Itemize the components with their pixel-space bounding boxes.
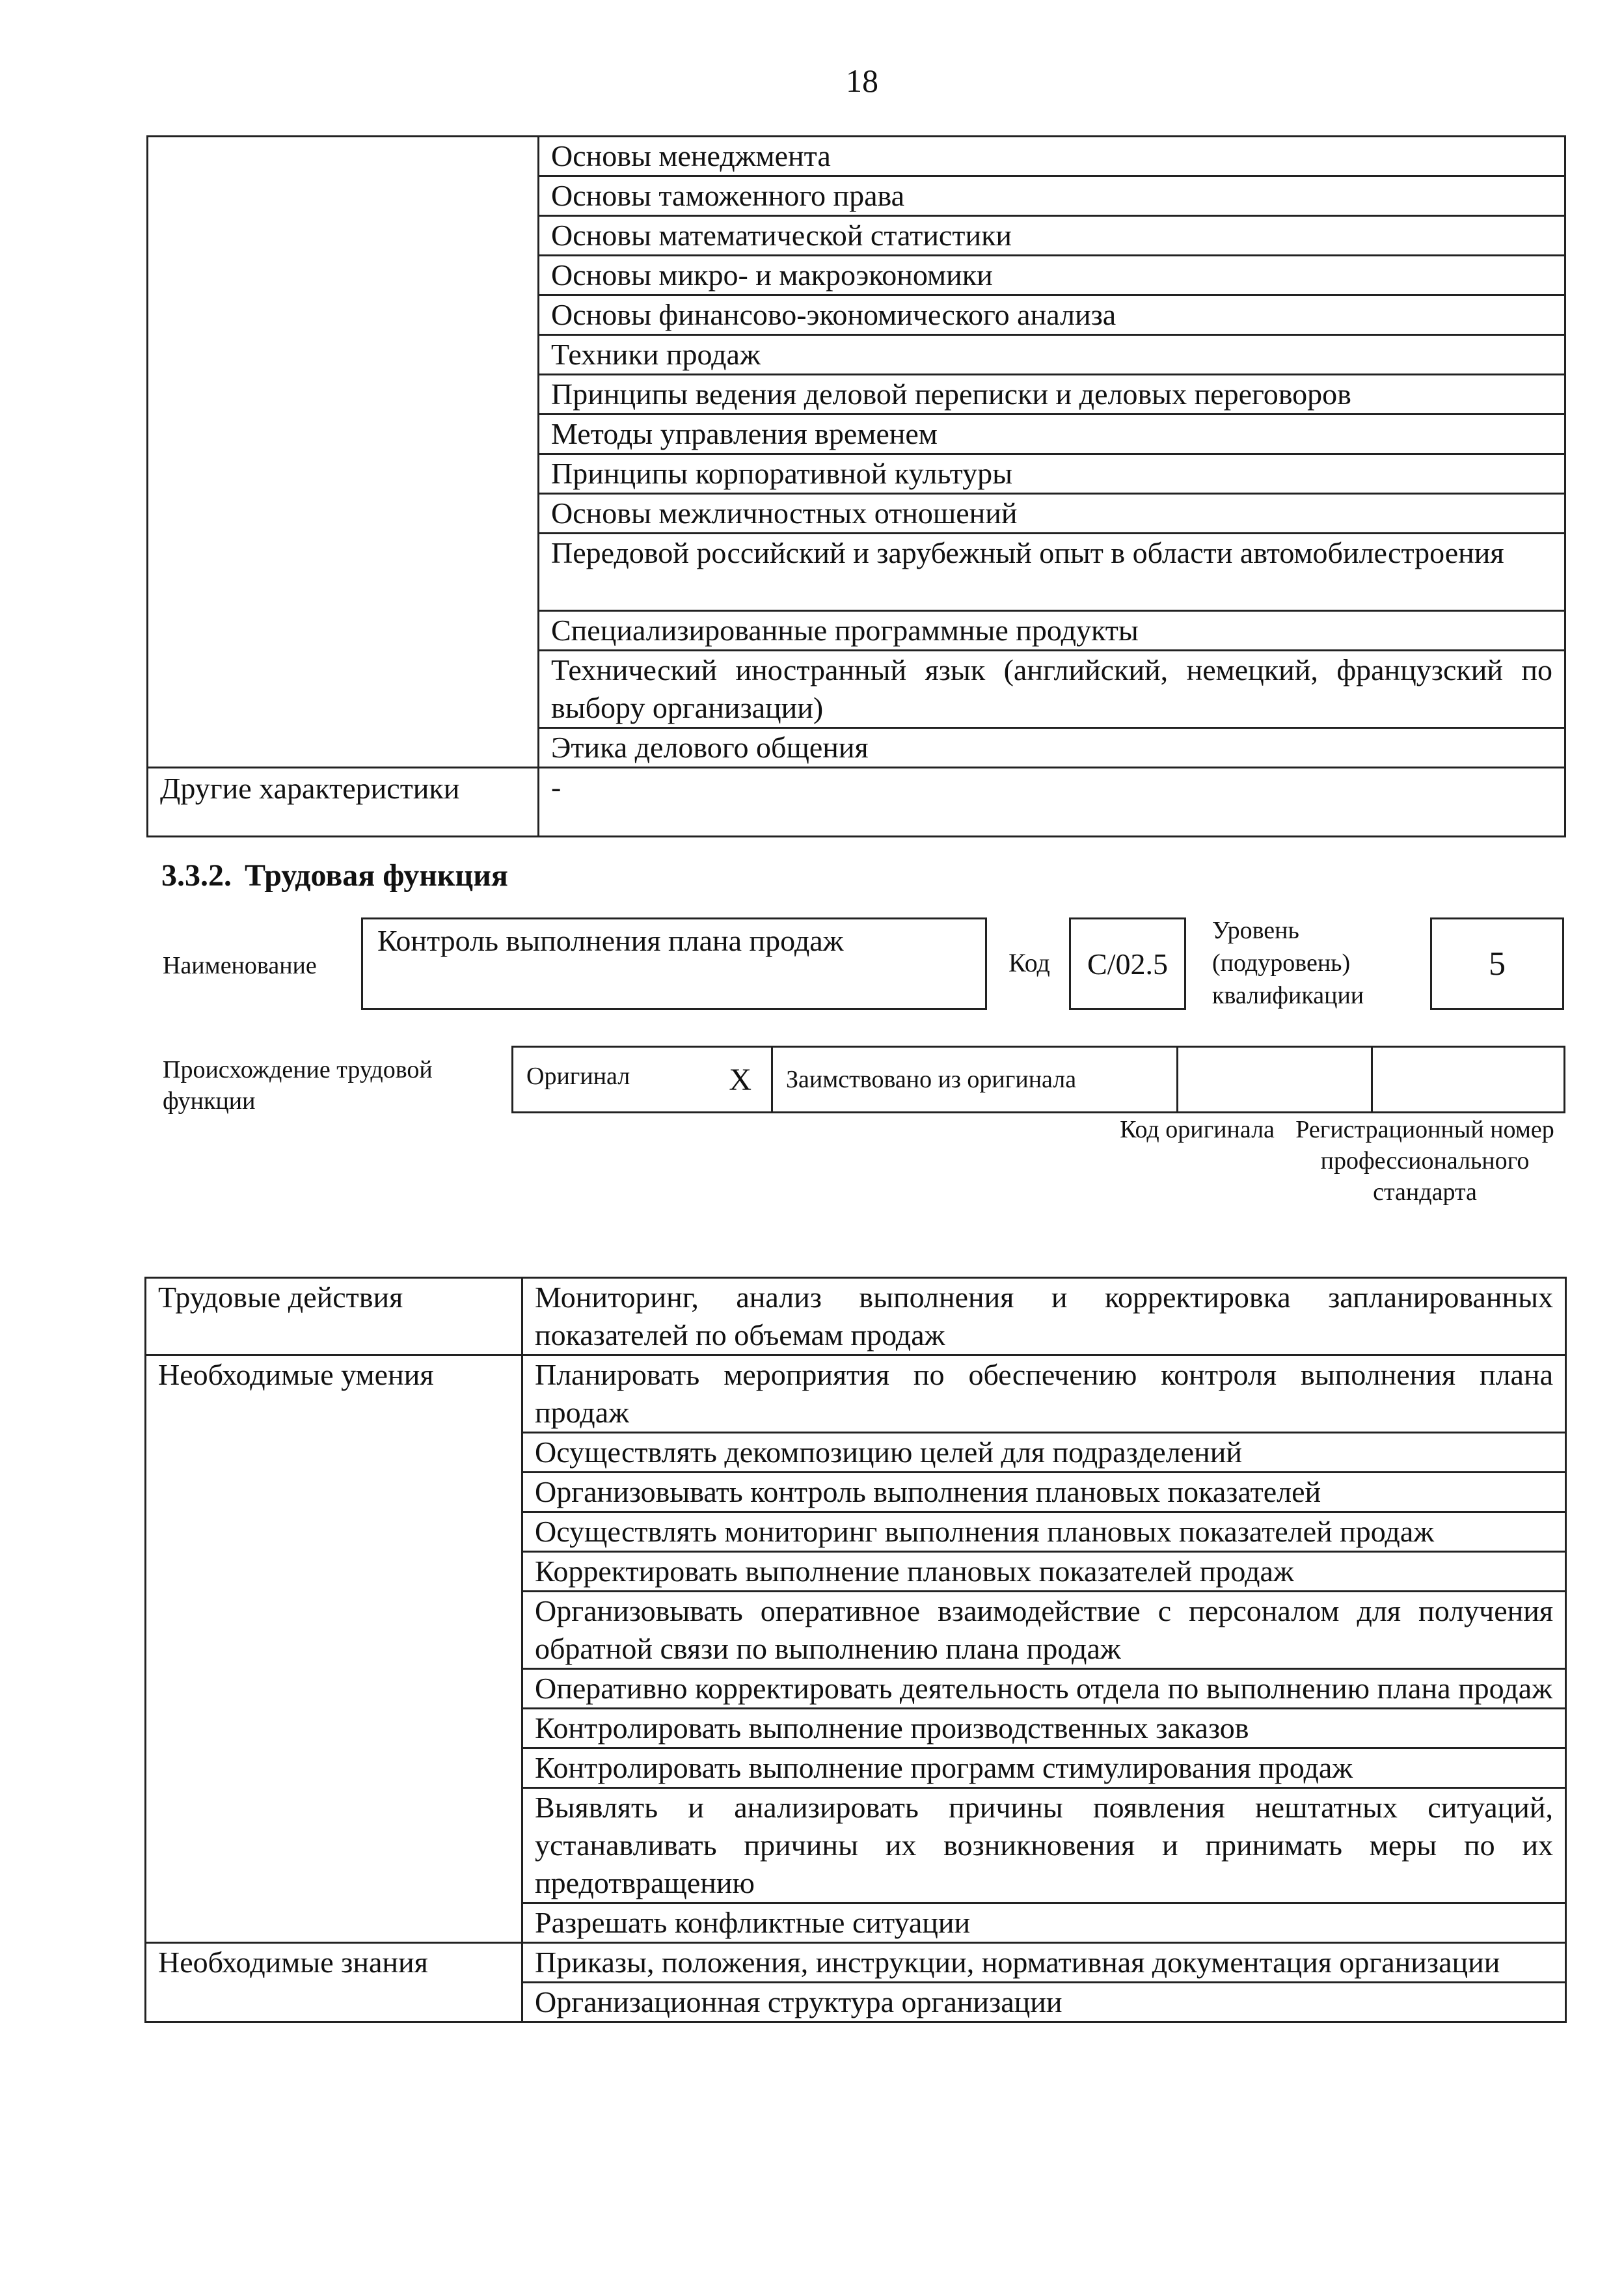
knowledge-item: Этика делового общения <box>539 728 1565 768</box>
knowledge-label: Необходимые знания <box>146 1943 522 2022</box>
knowledge-item: Основы финансово-экономического анализа <box>539 295 1565 335</box>
empty-label-cell <box>148 137 539 768</box>
skill-item: Корректировать выполнение плановых показателей продаж <box>522 1552 1566 1592</box>
knowledge-item: Технический иностранный язык (английский, немецкий, французский по выбору организации) <box>539 651 1565 728</box>
code-label: Код <box>1008 948 1050 977</box>
knowledge-item: Основы менеджмента <box>539 137 1565 176</box>
skill-item: Контролировать выполнение программ стимулирования продаж <box>522 1748 1566 1788</box>
knowledge-table-continued <box>146 135 1566 837</box>
function-name-box: Контроль выполнения плана продаж <box>361 917 987 1010</box>
registration-number-caption: Регистрационный номер профессионального стандарта <box>1295 1116 1554 1206</box>
knowledge-item: Методы управления временем <box>539 414 1565 454</box>
knowledge-item: Основы математической статистики <box>539 216 1565 256</box>
knowledge-item: Организационная структура организации <box>522 1983 1566 2022</box>
table-row <box>146 1943 1566 1983</box>
knowledge-item: Основы таможенного права <box>539 176 1565 216</box>
skill-item: Разрешать конфликтные ситуации <box>522 1903 1566 1943</box>
other-characteristics-label: Другие характеристики <box>148 768 539 837</box>
skills-label: Необходимые умения <box>146 1355 522 1943</box>
section-number: 3.3.2. <box>161 858 232 893</box>
section-title: Трудовая функция <box>245 858 508 893</box>
action-item: Мониторинг, анализ выполнения и корректировка запланированных показателей по объемам продаж <box>522 1278 1566 1355</box>
original-cell <box>513 1047 772 1113</box>
knowledge-item: Основы микро- и макроэкономики <box>539 256 1565 295</box>
skill-item: Планировать мероприятия по обеспечению контроля выполнения плана продаж <box>522 1355 1566 1433</box>
name-label: Наименование <box>163 952 317 979</box>
knowledge-item: Передовой российский и зарубежный опыт в области автомобилестроения <box>539 534 1565 611</box>
table-row <box>148 137 1565 176</box>
table-row <box>148 768 1565 837</box>
skill-item: Организовывать контроль выполнения плановых показателей <box>522 1473 1566 1512</box>
qualification-level-label: Уровень (подуровень) квалификации <box>1212 917 1364 1009</box>
table-row <box>146 1355 1566 1433</box>
knowledge-item: Приказы, положения, инструкции, нормативная документация организации <box>522 1943 1566 1983</box>
registration-number-cell <box>1372 1047 1565 1113</box>
table-row <box>513 1047 1565 1113</box>
actions-label: Трудовые действия <box>146 1278 522 1355</box>
original-label: Оригинал <box>526 1062 630 1090</box>
knowledge-item: Техники продаж <box>539 335 1565 375</box>
code-of-original-caption: Код оригинала <box>1120 1116 1275 1143</box>
origin-label: Происхождение трудовой функции <box>163 1056 433 1115</box>
borrowed-label: Заимствовано из оригинала <box>772 1047 1178 1113</box>
original-code-cell <box>1178 1047 1372 1113</box>
qualification-level-box: 5 <box>1430 917 1564 1010</box>
knowledge-item: Основы межличностных отношений <box>539 494 1565 534</box>
table-row <box>146 1278 1566 1355</box>
skill-item: Оперативно корректировать деятельность отдела по выполнению плана продаж <box>522 1669 1566 1709</box>
page-number: 18 <box>846 62 878 99</box>
skill-item: Контролировать выполнение производственных заказов <box>522 1709 1566 1748</box>
skill-item: Организовывать оперативное взаимодействие с персоналом для получения обратной связи по выполнению плана продаж <box>522 1592 1566 1669</box>
knowledge-item: Принципы корпоративной культуры <box>539 454 1565 494</box>
knowledge-item: Принципы ведения деловой переписки и деловых переговоров <box>539 375 1565 414</box>
original-mark: X <box>729 1062 751 1097</box>
knowledge-item: Специализированные программные продукты <box>539 611 1565 651</box>
other-characteristics-value: - <box>539 768 1565 837</box>
origin-table <box>511 1046 1565 1113</box>
skill-item: Осуществлять декомпозицию целей для подразделений <box>522 1433 1566 1473</box>
function-details-table <box>144 1277 1567 2023</box>
skill-item: Осуществлять мониторинг выполнения плановых показателей продаж <box>522 1512 1566 1552</box>
section-heading <box>161 858 521 893</box>
skill-item: Выявлять и анализировать причины появления нештатных ситуаций, устанавливать причины их возникновения и принимать меры по их предотвращению <box>522 1788 1566 1903</box>
function-code-box: C/02.5 <box>1069 917 1186 1010</box>
